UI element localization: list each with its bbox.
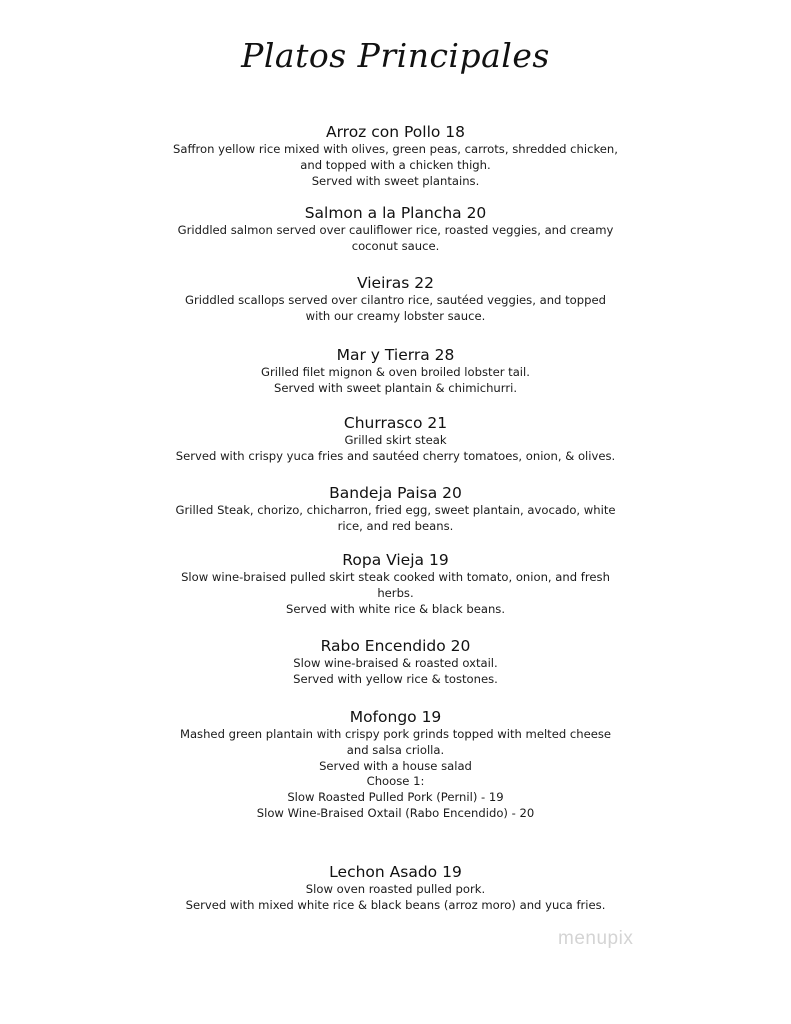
menu-item (0, 413, 791, 465)
menu-item-description-line: Served with mixed white rice & black beans (arroz moro) and yuca fries. (185, 897, 606, 912)
menu-item-name: Arroz con Pollo 18 (325, 123, 466, 141)
menu-item-description-line: Slow wine-braised pulled skirt steak cooked with tomato, onion, and fresh (181, 570, 610, 584)
menu-item-description-line: Choose 1: (366, 774, 425, 789)
menu-item-description-line: Grilled skirt steak (344, 433, 447, 447)
menu-item (0, 345, 791, 397)
watermark-logo: menupix (558, 928, 634, 949)
menu-item-name: Vieiras 22 (356, 274, 434, 292)
menu-item-description-line: Griddled salmon served over cauliflower rice, roasted veggies, and creamy (177, 223, 614, 237)
menu-item-description-line: coconut sauce. (351, 238, 440, 253)
menu-item-description-line: Served with yellow rice & tostones. (293, 671, 498, 686)
menu-item-name: Mar y Tierra 28 (336, 346, 455, 364)
menu-item-description-line: Grilled filet mignon & oven broiled lobster tail. (261, 365, 530, 379)
menu-item-name: Lechon Asado 19 (329, 863, 462, 881)
menu-item (0, 273, 791, 325)
menu-item-description-line: Served with a house salad (319, 758, 472, 773)
menu-item-description-line: Served with white rice & black beans. (285, 601, 506, 616)
menu-item-description-line: Slow oven roasted pulled pork. (305, 882, 486, 896)
menu-item-description-line: Served with sweet plantain & chimichurri. (273, 380, 518, 395)
menu-item-description-line: Slow wine-braised & roasted oxtail. (293, 656, 498, 670)
menu-item-description-line: Slow Roasted Pulled Pork (Pernil) - 19 (287, 790, 504, 805)
page-title: Platos Principales (241, 36, 550, 75)
menu-item (0, 707, 791, 822)
menu-item (0, 203, 791, 255)
menu-item-description-line: Grilled Steak, chorizo, chicharron, fried egg, sweet plantain, avocado, white (175, 503, 616, 517)
menu-item-description-line: herbs. (377, 585, 414, 600)
menu-item-description-line: Slow Wine-Braised Oxtail (Rabo Encendido) - 20 (256, 805, 535, 820)
menu-item-description-line: Mashed green plantain with crispy pork grinds topped with melted cheese (179, 727, 612, 741)
menu-item-description-line: Served with sweet plantains. (311, 173, 480, 188)
menu-item (0, 550, 791, 617)
menu-item (0, 636, 791, 688)
menu-item (0, 483, 791, 535)
menu-item-name: Mofongo 19 (349, 708, 442, 726)
menu-item-description-line: Griddled scallops served over cilantro rice, sautéed veggies, and topped (185, 293, 606, 307)
menu-item-description-line: and topped with a chicken thigh. (300, 157, 491, 172)
menu-item-name: Ropa Vieja 19 (342, 551, 449, 569)
menu-item-description-line: and salsa criolla. (346, 742, 445, 757)
menu-item-description-line: Served with crispy yuca fries and sautéed cherry tomatoes, onion, & olives. (175, 448, 616, 463)
menu-item (0, 122, 791, 189)
menu-item (0, 862, 791, 914)
menu-item-name: Salmon a la Plancha 20 (304, 204, 487, 222)
menu-item-description-line: Saffron yellow rice mixed with olives, green peas, carrots, shredded chicken, (173, 142, 618, 156)
menu-item-description-line: rice, and red beans. (337, 518, 454, 533)
menu-item-description-line: with our creamy lobster sauce. (305, 308, 486, 323)
menu-item-name: Churrasco 21 (343, 414, 448, 432)
menu-item-name: Rabo Encendido 20 (320, 637, 471, 655)
menu-item-name: Bandeja Paisa 20 (329, 484, 462, 502)
